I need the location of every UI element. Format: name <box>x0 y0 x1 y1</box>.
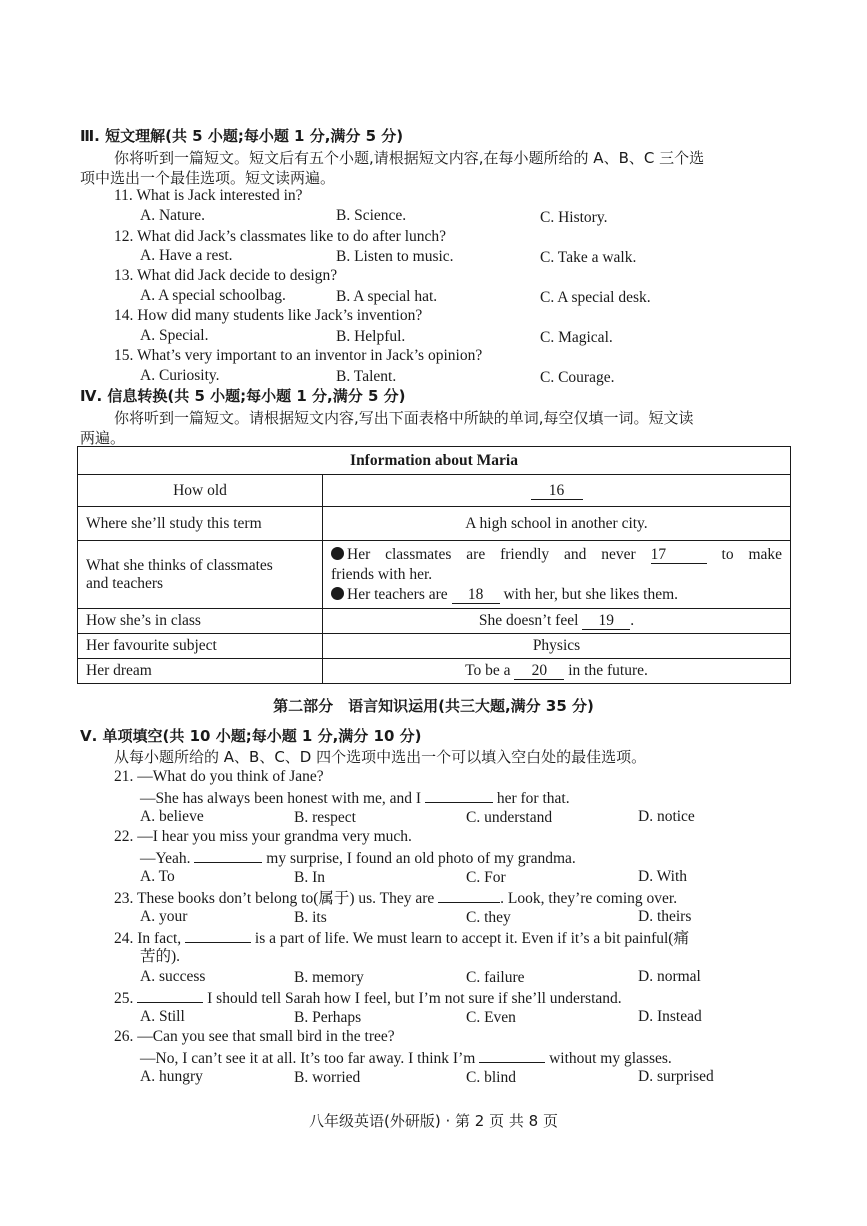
q22-option-b: B. In <box>294 869 325 886</box>
q11-option-c: C. History. <box>540 209 608 226</box>
q25-number: 25. <box>114 990 134 1007</box>
q13-option-a: A. A special schoolbag. <box>140 287 286 304</box>
bullet-teachers <box>331 585 782 605</box>
q25-option-a: A. Still <box>140 1008 185 1025</box>
q21-option-b: B. respect <box>294 809 356 826</box>
q26-option-d: D. surprised <box>638 1068 714 1085</box>
section4-heading: Ⅳ. 信息转换(共 5 小题;每小题 1 分,满分 5 分) <box>80 387 406 405</box>
maria-info-table <box>77 446 791 684</box>
in-class-text: She doesn’t feel <box>478 612 579 629</box>
q26-text-end: without my glasses. <box>549 1050 672 1067</box>
q25-option-d: D. Instead <box>638 1008 702 1025</box>
q21-option-a: A. believe <box>140 808 204 825</box>
table-title: Information about Maria <box>78 447 791 475</box>
bullet2-text-end: with her, but she likes them. <box>503 585 679 603</box>
question-24 <box>114 927 689 949</box>
q25-option-c: C. Even <box>466 1009 516 1026</box>
bullet-classmates-cont: friends with her. <box>331 565 433 583</box>
q23-text-end: . Look, they’re coming over. <box>500 890 678 907</box>
q26-option-c: C. blind <box>466 1069 516 1086</box>
q12-option-b: B. Listen to music. <box>336 248 454 265</box>
table-row <box>78 507 791 541</box>
section3-instruction-line1: 你将听到一篇短文。短文后有五个小题,请根据短文内容,在每小题所给的 A、B、C 三个选 <box>114 149 705 167</box>
row-value-dream <box>323 659 791 684</box>
q11-option-a: A. Nature. <box>140 207 205 224</box>
question-21-line2 <box>140 787 570 809</box>
table-row <box>78 634 791 659</box>
row-label-where-study: Where she’ll study this term <box>78 507 323 541</box>
section3-instruction-line2: 项中选出一个最佳选项。短文读两遍。 <box>80 169 336 187</box>
label-line-1: What she thinks of classmates <box>86 556 273 574</box>
question-24-line2: 苦的). <box>140 948 181 965</box>
row-value-favourite-subject: Physics <box>323 634 791 659</box>
bullet2-text: Her teachers are <box>347 585 448 603</box>
q22-option-a: A. To <box>140 868 175 885</box>
section4-instruction-line1: 你将听到一篇短文。请根据短文内容,写出下面表格中所缺的单词,每空仅填一词。短文读 <box>114 409 694 427</box>
blank-22[interactable] <box>194 847 262 863</box>
table-row <box>78 475 791 507</box>
question-21-line1: 21. —What do you think of Jane? <box>114 768 324 785</box>
q11-option-b: B. Science. <box>336 207 407 224</box>
q15-option-b: B. Talent. <box>336 368 397 385</box>
label-line-2: and teachers <box>86 574 164 592</box>
row-label-in-class: How she’s in class <box>78 609 323 634</box>
q21-option-c: C. understand <box>466 809 553 826</box>
blank-24[interactable] <box>185 927 251 943</box>
question-13: 13. What did Jack decide to design? <box>114 267 338 284</box>
row-label-favourite-subject: Her favourite subject <box>78 634 323 659</box>
blank-26[interactable] <box>479 1047 545 1063</box>
blank-25[interactable] <box>137 987 203 1003</box>
question-22-line1: 22. —I hear you miss your grandma very much. <box>114 828 412 845</box>
blank-19[interactable]: 19 <box>582 613 630 630</box>
q26-option-b: B. worried <box>294 1069 361 1086</box>
question-22-line2 <box>140 847 576 869</box>
q24-option-c: C. failure <box>466 969 525 986</box>
q14-option-c: C. Magical. <box>540 329 613 346</box>
question-12: 12. What did Jack’s classmates like to do after lunch? <box>114 228 447 245</box>
q14-option-b: B. Helpful. <box>336 328 406 345</box>
q22-text-end: my surprise, I found an old photo of my grandma. <box>266 850 576 867</box>
q22-option-d: D. With <box>638 868 688 885</box>
section3-heading: Ⅲ. 短文理解(共 5 小题;每小题 1 分,满分 5 分) <box>80 127 404 145</box>
section5-instruction: 从每小题所给的 A、B、C、D 四个选项中选出一个可以填入空白处的最佳选项。 <box>114 748 647 766</box>
q24-text-end: is a part of life. We must learn to accept it. Even if it’s a bit painful(痛 <box>254 930 689 947</box>
row-value-in-class <box>323 609 791 634</box>
q22-option-c: C. For <box>466 869 506 886</box>
bullet1-text-end: to make <box>721 545 783 563</box>
question-25 <box>114 987 622 1009</box>
bullet1-text: Her classmates are friendly and never <box>347 545 636 563</box>
dream-text: To be a <box>465 662 511 679</box>
q23-option-b: B. its <box>294 909 327 926</box>
bullet-icon <box>331 587 344 600</box>
in-class-period: . <box>630 612 635 629</box>
bullet-icon <box>331 547 344 560</box>
q22-text: —Yeah. <box>140 850 191 867</box>
q26-text: —No, I can’t see it at all. It’s too far away. I think I’m <box>140 1050 476 1067</box>
q23-option-d: D. theirs <box>638 908 692 925</box>
table-row <box>78 541 791 609</box>
question-23 <box>114 887 677 909</box>
dream-text-end: in the future. <box>568 662 648 679</box>
table-row <box>78 659 791 684</box>
q26-option-a: A. hungry <box>140 1068 203 1085</box>
q12-option-a: A. Have a rest. <box>140 247 233 264</box>
q21-text: —She has always been honest with me, and I <box>140 790 422 807</box>
blank-20[interactable]: 20 <box>514 663 564 680</box>
question-26-line1: 26. —Can you see that small bird in the tree? <box>114 1028 395 1045</box>
row-label-dream: Her dream <box>78 659 323 684</box>
part2-title: 第二部分 语言知识运用(共三大题,满分 35 分) <box>273 697 594 715</box>
q24-text: 24. In fact, <box>114 930 182 947</box>
q24-option-a: A. success <box>140 968 206 985</box>
bullet-classmates <box>331 545 782 565</box>
blank-21[interactable] <box>425 787 493 803</box>
table-title-row <box>78 447 791 475</box>
row-value-where-study: A high school in another city. <box>323 507 791 541</box>
blank-16[interactable]: 16 <box>531 483 583 500</box>
blank-23[interactable] <box>438 887 500 903</box>
q13-option-c: C. A special desk. <box>540 289 651 306</box>
blank-17[interactable]: 17 <box>651 547 707 564</box>
q24-option-d: D. normal <box>638 968 701 985</box>
q23-option-a: A. your <box>140 908 188 925</box>
q23-option-c: C. they <box>466 909 511 926</box>
row-value-classmates-teachers <box>323 541 791 609</box>
q24-option-b: B. memory <box>294 969 364 986</box>
question-11: 11. What is Jack interested in? <box>114 187 303 204</box>
q12-option-c: C. Take a walk. <box>540 249 637 266</box>
question-14: 14. How did many students like Jack’s invention? <box>114 307 423 324</box>
q15-option-c: C. Courage. <box>540 369 615 386</box>
section4-instruction-line2: 两遍。 <box>80 429 126 447</box>
question-26-line2 <box>140 1047 672 1069</box>
row-label-how-old: How old <box>78 475 323 507</box>
page-footer: 八年级英语(外研版) · 第 2 页 共 8 页 <box>309 1112 558 1130</box>
row-label-classmates-teachers <box>78 541 323 609</box>
q21-text-end: her for that. <box>496 790 570 807</box>
q21-option-d: D. notice <box>638 808 695 825</box>
q15-option-a: A. Curiosity. <box>140 367 220 384</box>
q25-text: I should tell Sarah how I feel, but I’m not sure if she’ll understand. <box>207 990 622 1007</box>
q25-option-b: B. Perhaps <box>294 1009 362 1026</box>
row-value-how-old <box>323 475 791 507</box>
q13-option-b: B. A special hat. <box>336 288 438 305</box>
table-row <box>78 609 791 634</box>
blank-18[interactable]: 18 <box>452 587 500 604</box>
question-15: 15. What’s very important to an inventor in Jack’s opinion? <box>114 347 483 364</box>
q14-option-a: A. Special. <box>140 327 209 344</box>
section5-heading: Ⅴ. 单项填空(共 10 小题;每小题 1 分,满分 10 分) <box>80 727 422 745</box>
q23-text: 23. These books don’t belong to(属于) us. They are <box>114 890 435 907</box>
